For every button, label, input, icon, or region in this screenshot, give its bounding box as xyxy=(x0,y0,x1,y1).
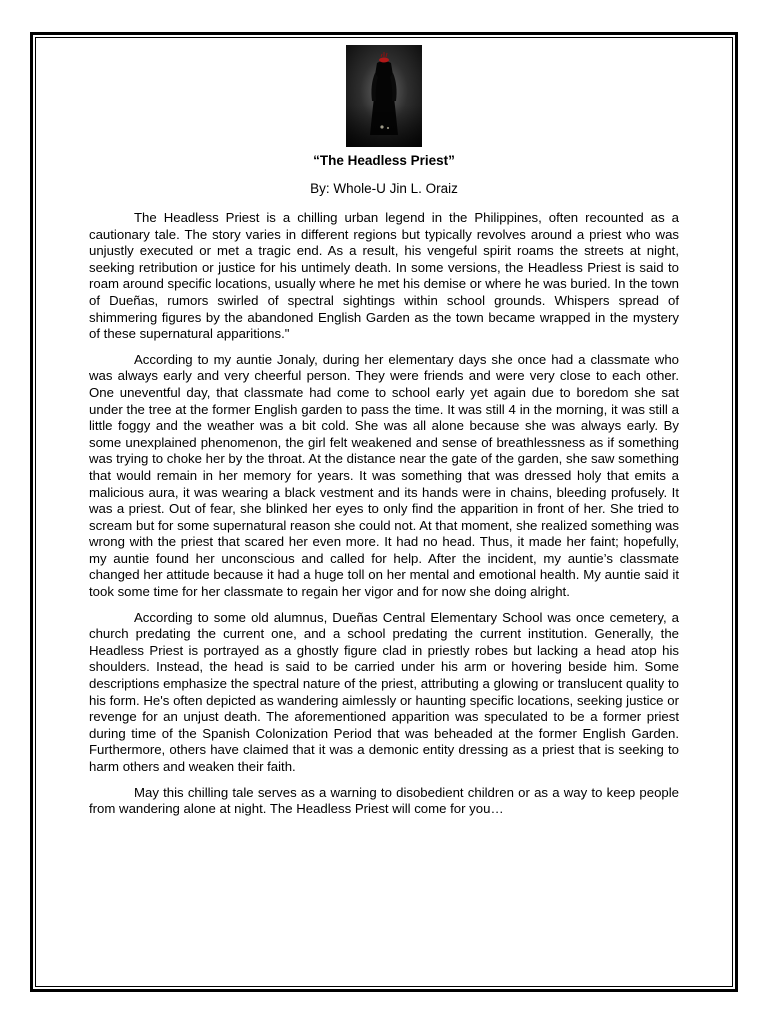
document-title: “The Headless Priest” xyxy=(313,153,455,168)
document-body xyxy=(89,45,679,818)
paragraph-1: The Headless Priest is a chilling urban legend in the Philippines, often recounted as a cautionary tale. The story varies in different regions but typically revolves around a priest who was unjustly executed or met a tragic end. As a result, his vengeful spirit roams the streets at night, seeking retribution or justice for his untimely death. In some versions, the Headless Priest is said to roam around specific locations, usually where he met his demise or where he was buried. In the town of Dueñas, rumors swirled of spectral sightings within school grounds. Whispers spread of shimmering figures by the abandoned English Garden as the town became wrapped in the mystery of these supernatural apparitions." xyxy=(89,210,679,342)
paragraph-2: According to my auntie Jonaly, during her elementary days she once had a classmate who was always early and very cheerful person. They were friends and were very close to each other. One uneventful day, that classmate had come to school early yet again due to boredom she sat under the tree at the former English garden to pass the time. It was still 4 in the morning, it was still a little foggy and the weather was a bit cold. She was all alone because she was always early. By some unexplained phenomenon, the girl felt weakened and sense of breathlessness as if something was trying to choke her by the throat. At the distance near the gate of the garden, she saw something that would remain in her memory for years. It was something that was dressed holy that emits a malicious aura, it was wearing a black vestment and its hands were in chains, bleeding profusely. It was a priest. Out of fear, she blinked her eyes to only find the apparition in front of her. She tried to scream but for some supernatural reason she could not. At that moment, she realized something was wrong with the priest that scared her even more. It had no head. Thus, it made her faint; hopefully, my auntie found her unconscious and called for help. After the incident, my auntie’s classmate changed her attitude because it had a huge toll on her mental and emotional health. My auntie said it took some time for her classmate to regain her vigor and for now she doing alright. xyxy=(89,351,679,600)
document-byline: By: Whole-U Jin L. Oraiz xyxy=(310,181,458,196)
headless-priest-illustration-icon xyxy=(346,45,422,147)
paragraph-3: According to some old alumnus, Dueñas Central Elementary School was once cemetery, a church predating the current one, and a school predating the current institution. Generally, the Headless Priest is portrayed as a ghostly figure clad in priestly robes but lacking a head atop his shoulders. Instead, the head is said to be carried under his arm or hovering beside him. Some descriptions emphasize the spectral nature of the priest, attributing a glowing or translucent quality to his form. He's often depicted as wandering aimlessly or haunting specific locations, seeking justice or revenge for an unjust death. The aforementioned apparition was speculated to be a former priest during time of the Spanish Colonization Period that was beheaded at the former English Garden. Furthermore, others have claimed that it was a demonic entity dressing as a priest that is seeking to harm others and weaken their faith. xyxy=(89,609,679,774)
paragraph-4: May this chilling tale serves as a warning to disobedient children or as a way to keep people from wandering alone at night. The Headless Priest will come for you… xyxy=(89,784,679,817)
